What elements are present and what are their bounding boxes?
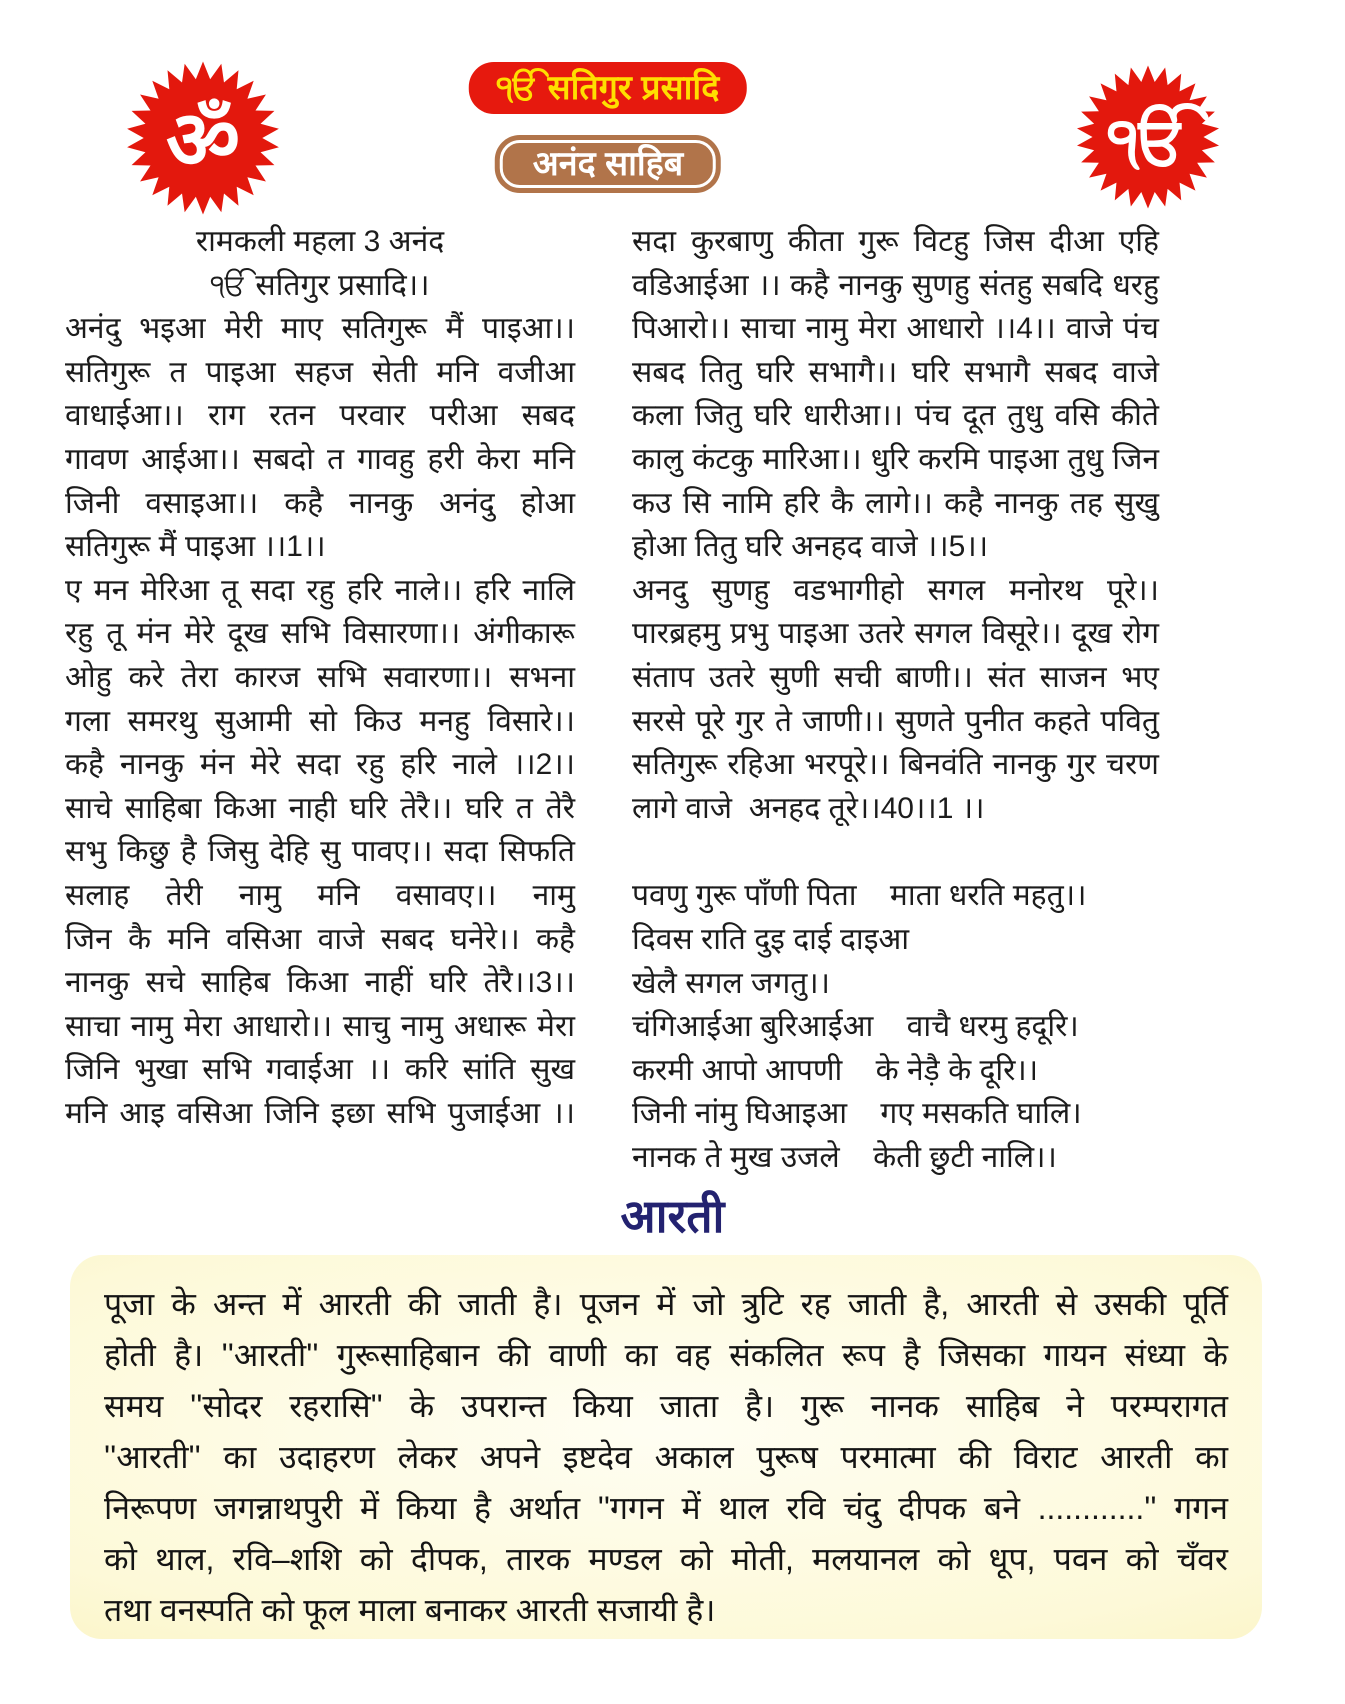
text-line: जिनी वसाइआ।। कहै नानकु अनंदु होआ (65, 486, 575, 520)
anand-sahib-title-badge (495, 135, 721, 193)
om-starburst (121, 60, 285, 216)
text-line: साचा नामु मेरा आधारो।। साचु नामु अधारू मेरा (65, 1009, 575, 1043)
text-line: होआ तितु घरि अनहद वाजे ।।5।। (632, 530, 989, 564)
text-line: होती है। ''आरती'' गुरूसाहिबान की वाणी का वह संकलित रूप है जिसका गायन संध्या के (104, 1337, 1228, 1373)
ik-onkar-symbol: ੴ (1108, 103, 1188, 177)
aarti-description-box (70, 1255, 1262, 1639)
ik-onkar-starburst (1072, 64, 1224, 210)
text-line: ए मन मेरिआ तू सदा रहु हरि नाले।। हरि नालि (65, 573, 575, 607)
text-line: साचे साहिबा किआ नाही घरि तेरै।। घरि त तेरै (65, 791, 575, 825)
text-line: अनंदु भइआ मेरी माए सतिगुरू मैं पाइआ।। (65, 312, 575, 346)
text-line: को थाल, रवि–शशि को दीपक, तारक मण्डल को मोती, मलयानल को धूप, पवन को चँवर (104, 1541, 1228, 1577)
text-line: सलाह तेरी नामु मनि वसावए।। नामु (65, 878, 575, 912)
aarti-heading: आरती (620, 1190, 725, 1242)
text-line: दिवस राति दुइ दाई दाइआ (632, 922, 910, 956)
text-line: कउ सि नामि हरि कै लागे।। कहै नानकु तह सुखु (632, 486, 1159, 520)
text-line: गला समरथु सुआमी सो किउ मनहु विसारे।। (65, 704, 575, 738)
text-line: संताप उतरे सुणी सची बाणी।। संत साजन भए (632, 660, 1159, 694)
text-line: सदा कुरबाणु कीता गुरू विटहु जिस दीआ एहि (632, 225, 1159, 258)
text-line: गावण आईआ।। सबदो त गावहु हरी केरा मनि (65, 442, 575, 476)
text-line: रहु तू मंन मेरे दूख सभि विसारणा।। अंगीकारू (65, 617, 575, 651)
text-line: सबद तितु घरि सभागै।। घरि सभागै सबद वाजे (632, 355, 1159, 389)
text-line: चंगिआईआ बुरिआईआ वाचै धरमु हदूरि। (632, 1010, 1079, 1044)
right-text-column (632, 220, 1159, 1179)
left-text-column (65, 220, 575, 1179)
text-line: पवणु गुरू पाँणी पिता माता धरति महतु।। (632, 879, 1087, 913)
text-line: निरूपण जगन्नाथपुरी में किया है अर्थात ''गगन में थाल रवि चंदु दीपक बने ............'' गगन (104, 1490, 1228, 1526)
text-line: सतिगुरू मैं पाइआ ।।1।। (65, 530, 326, 564)
text-line: सतिगुरू रहिआ भरपूरे।। बिनवंति नानकु गुर चरण (632, 748, 1159, 782)
text-line: अनदु सुणहु वडभागीहो सगल मनोरथ पूरे।। (632, 573, 1159, 607)
text-line: जिन कै मनि वसिआ वाजे सबद घनेरे।। कहै (65, 922, 575, 956)
text-line: जिनि भुखा सभि गवाईआ ।। करि सांति सुख (65, 1053, 575, 1087)
text-line: कला जितु घरि धारीआ।। पंच दूत तुधु वसि कीते (632, 399, 1159, 433)
text-line: पिआरो।। साचा नामु मेरा आधारो ।।4।। वाजे पंच (632, 312, 1159, 346)
text-line: रामकली महला 3 अनंद (195, 225, 445, 258)
text-line: करमी आपो आपणी के नेड़ै के दूरि।। (632, 1053, 1039, 1087)
header-badges (469, 62, 747, 193)
text-line: नानक ते मुख उजले केती छुटी नालि।। (632, 1140, 1057, 1174)
text-line: सतिगुरू त पाइआ सहज सेती मनि वजीआ (65, 355, 575, 389)
text-line: लागे वाजे अनहद तूरे।।40।।1 ।। (632, 791, 985, 825)
satgur-prasad-badge (469, 62, 747, 114)
text-line: ओहु करे तेरा कारज सभि सवारणा।। सभना (65, 660, 575, 694)
text-line (632, 830, 1159, 874)
text-line: मनि आइ वसिआ जिनि इछा सभि पुजाईआ ।। (65, 1096, 575, 1130)
text-line: ੴ सतिगुर प्रसादि।। (210, 268, 430, 302)
scripture-columns (65, 220, 1159, 1179)
page-title: अनंद साहिब (532, 145, 684, 183)
text-line: ''आरती'' का उदाहरण लेकर अपने इष्टदेव अकाल पुरूष परमात्मा की विराट आरती का (104, 1439, 1228, 1475)
text-line: सभु किछु है जिसु देहि सु पावए।। सदा सिफति (65, 835, 575, 869)
text-line: वाधाईआ।। राग रतन परवार परीआ सबद (65, 399, 575, 433)
text-line: सरसे पूरे गुर ते जाणी।। सुणते पुनीत कहते पवितु (632, 704, 1159, 738)
text-line: नानकु सचे साहिब किआ नाहीं घरि तेरै।।3।। (65, 966, 575, 1000)
text-line: जिनी नांमु घिआइआ गए मसकति घालि। (632, 1097, 1082, 1131)
satgur-prasad-text: ੴ सतिगुर प्रसादि (496, 69, 720, 107)
text-line: वडिआईआ ।। कहै नानकु सुणहु संतहु सबदि धरहु (632, 268, 1159, 302)
om-symbol: ॐ (166, 96, 240, 187)
text-line: पारब्रहमु प्रभु पाइआ उतरे सगल विसूरे।। दूख रोग (632, 617, 1159, 651)
text-line: कालु कंटकु मारिआ।। धुरि करमि पाइआ तुधु जिन (632, 442, 1159, 476)
text-line: खेलै सगल जगतु।। (632, 966, 831, 1000)
text-line: तथा वनस्पति को फूल माला बनाकर आरती सजायी है। (104, 1592, 716, 1628)
text-line: पूजा के अन्त में आरती की जाती है। पूजन में जो त्रुटि रह जाती है, आरती से उसकी पूर्ति (104, 1286, 1228, 1322)
text-line: कहै नानकु मंन मेरे सदा रहु हरि नाले ।।2।। (65, 748, 575, 782)
text-line: समय ''सोदर रहरासि'' के उपरान्त किया जाता है। गुरू नानक साहिब ने परम्परागत (104, 1388, 1228, 1424)
